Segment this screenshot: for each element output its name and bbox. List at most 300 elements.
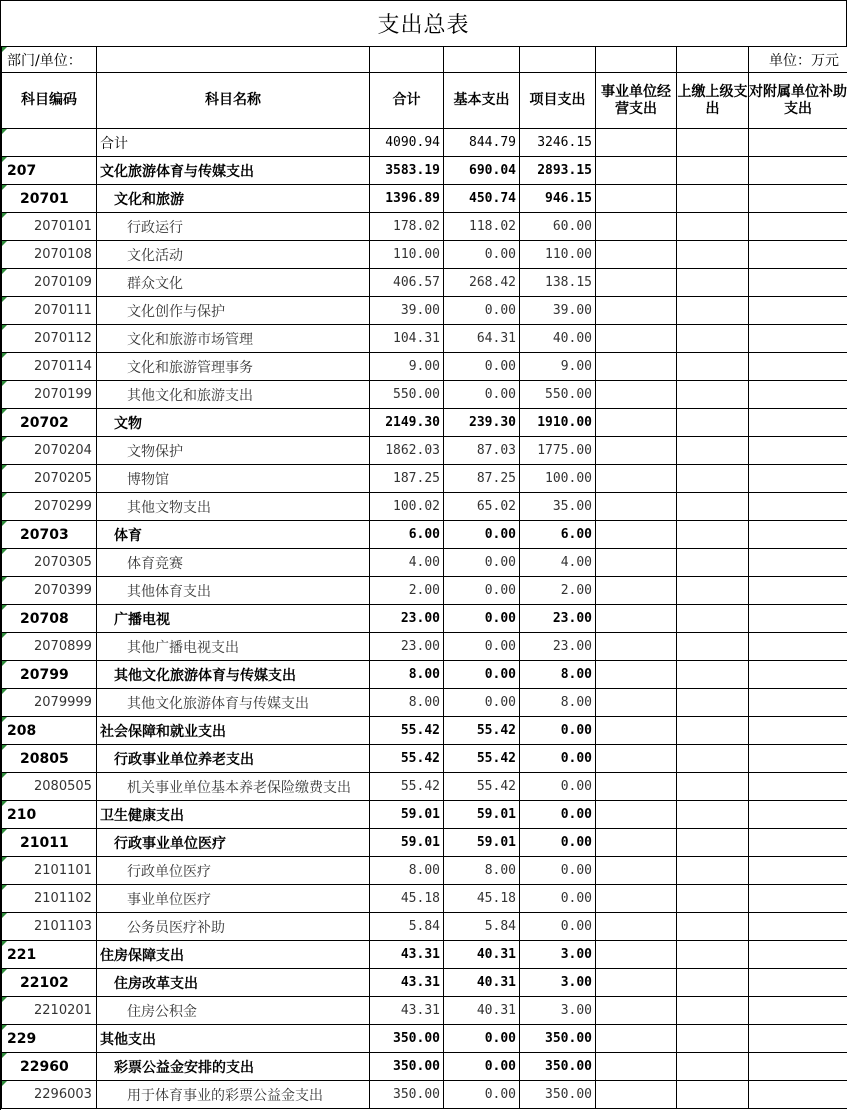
business-cell[interactable] — [596, 717, 677, 745]
business-cell[interactable] — [596, 241, 677, 269]
total-cell[interactable]: 3583.19 — [370, 157, 444, 185]
upper-cell[interactable] — [677, 185, 749, 213]
name-cell[interactable]: 住房保障支出 — [97, 941, 370, 969]
subsidy-cell[interactable] — [749, 773, 847, 801]
business-cell[interactable] — [596, 577, 677, 605]
code-cell[interactable]: 20703 — [2, 521, 97, 549]
name-cell[interactable]: 行政事业单位养老支出 — [97, 745, 370, 773]
basic-cell[interactable]: 690.04 — [444, 157, 520, 185]
upper-cell[interactable] — [677, 325, 749, 353]
project-cell[interactable]: 2893.15 — [520, 157, 596, 185]
business-cell[interactable] — [596, 941, 677, 969]
basic-cell[interactable]: 64.31 — [444, 325, 520, 353]
upper-cell[interactable] — [677, 157, 749, 185]
meta-cell[interactable] — [520, 47, 596, 73]
upper-cell[interactable] — [677, 745, 749, 773]
name-cell[interactable]: 群众文化 — [97, 269, 370, 297]
basic-cell[interactable]: 55.42 — [444, 745, 520, 773]
total-cell[interactable]: 55.42 — [370, 745, 444, 773]
table-row — [2, 689, 847, 717]
code-cell[interactable]: 2079999 — [2, 689, 97, 717]
code-cell[interactable]: 2070399 — [2, 577, 97, 605]
total-cell[interactable]: 178.02 — [370, 213, 444, 241]
code-cell[interactable]: 2070112 — [2, 325, 97, 353]
business-cell[interactable] — [596, 185, 677, 213]
code-cell[interactable]: 2101101 — [2, 857, 97, 885]
total-cell[interactable]: 110.00 — [370, 241, 444, 269]
upper-cell[interactable] — [677, 493, 749, 521]
name-cell[interactable]: 卫生健康支出 — [97, 801, 370, 829]
basic-cell[interactable]: 59.01 — [444, 829, 520, 857]
basic-cell[interactable]: 0.00 — [444, 549, 520, 577]
project-cell[interactable]: 23.00 — [520, 605, 596, 633]
code-cell[interactable]: 20701 — [2, 185, 97, 213]
subsidy-cell[interactable] — [749, 1053, 847, 1081]
upper-cell[interactable] — [677, 465, 749, 493]
basic-cell[interactable]: 0.00 — [444, 577, 520, 605]
name-cell[interactable]: 住房公积金 — [97, 997, 370, 1025]
business-cell[interactable] — [596, 605, 677, 633]
project-cell[interactable]: 4.00 — [520, 549, 596, 577]
business-cell[interactable] — [596, 521, 677, 549]
upper-cell[interactable] — [677, 773, 749, 801]
code-cell[interactable]: 2070109 — [2, 269, 97, 297]
basic-cell[interactable]: 59.01 — [444, 801, 520, 829]
basic-cell[interactable]: 40.31 — [444, 941, 520, 969]
basic-cell[interactable]: 0.00 — [444, 1025, 520, 1053]
upper-cell[interactable] — [677, 605, 749, 633]
business-cell[interactable] — [596, 1053, 677, 1081]
project-cell[interactable]: 35.00 — [520, 493, 596, 521]
name-cell[interactable]: 其他体育支出 — [97, 577, 370, 605]
upper-cell[interactable] — [677, 913, 749, 941]
total-cell[interactable]: 23.00 — [370, 633, 444, 661]
table-row — [2, 885, 847, 913]
basic-cell[interactable]: 239.30 — [444, 409, 520, 437]
meta-cell[interactable] — [596, 47, 677, 73]
total-cell[interactable]: 1396.89 — [370, 185, 444, 213]
project-cell[interactable]: 0.00 — [520, 745, 596, 773]
code-cell[interactable]: 22102 — [2, 969, 97, 997]
code-cell[interactable]: 229 — [2, 1025, 97, 1053]
name-cell[interactable]: 行政单位医疗 — [97, 857, 370, 885]
total-cell[interactable]: 350.00 — [370, 1081, 444, 1109]
total-cell[interactable]: 2.00 — [370, 577, 444, 605]
total-cell[interactable]: 55.42 — [370, 773, 444, 801]
project-cell[interactable]: 350.00 — [520, 1053, 596, 1081]
meta-cell[interactable] — [370, 47, 444, 73]
basic-cell[interactable]: 0.00 — [444, 689, 520, 717]
upper-cell[interactable] — [677, 521, 749, 549]
meta-row — [2, 47, 847, 73]
code-cell[interactable]: 22960 — [2, 1053, 97, 1081]
subsidy-cell[interactable] — [749, 325, 847, 353]
upper-cell[interactable] — [677, 1025, 749, 1053]
business-cell[interactable] — [596, 1081, 677, 1109]
name-cell[interactable]: 文化和旅游 — [97, 185, 370, 213]
name-cell[interactable]: 文化活动 — [97, 241, 370, 269]
code-cell[interactable]: 2070108 — [2, 241, 97, 269]
total-cell[interactable]: 8.00 — [370, 661, 444, 689]
name-cell[interactable]: 其他文化和旅游支出 — [97, 381, 370, 409]
subsidy-cell[interactable] — [749, 269, 847, 297]
table-row — [2, 325, 847, 353]
name-cell[interactable]: 公务员医疗补助 — [97, 913, 370, 941]
subsidy-cell[interactable] — [749, 577, 847, 605]
subsidy-cell[interactable] — [749, 129, 847, 157]
name-cell[interactable]: 文化旅游体育与传媒支出 — [97, 157, 370, 185]
code-cell[interactable]: 207 — [2, 157, 97, 185]
total-cell[interactable]: 45.18 — [370, 885, 444, 913]
business-cell[interactable] — [596, 997, 677, 1025]
code-cell[interactable]: 2070899 — [2, 633, 97, 661]
name-cell[interactable]: 行政运行 — [97, 213, 370, 241]
business-cell[interactable] — [596, 437, 677, 465]
name-cell[interactable]: 机关事业单位基本养老保险缴费支出 — [97, 773, 370, 801]
name-cell[interactable]: 文化和旅游管理事务 — [97, 353, 370, 381]
total-cell[interactable]: 59.01 — [370, 801, 444, 829]
code-cell[interactable]: 2101102 — [2, 885, 97, 913]
basic-cell[interactable]: 118.02 — [444, 213, 520, 241]
project-cell[interactable]: 1910.00 — [520, 409, 596, 437]
code-cell[interactable]: 20708 — [2, 605, 97, 633]
total-cell[interactable]: 23.00 — [370, 605, 444, 633]
basic-cell[interactable]: 0.00 — [444, 297, 520, 325]
expenditure-table — [1, 46, 847, 1109]
name-cell[interactable]: 文物 — [97, 409, 370, 437]
project-cell[interactable]: 39.00 — [520, 297, 596, 325]
subsidy-cell[interactable] — [749, 969, 847, 997]
basic-cell[interactable]: 0.00 — [444, 241, 520, 269]
code-cell[interactable]: 2210201 — [2, 997, 97, 1025]
code-cell[interactable]: 2070205 — [2, 465, 97, 493]
project-cell[interactable]: 350.00 — [520, 1081, 596, 1109]
upper-cell[interactable] — [677, 801, 749, 829]
code-cell[interactable]: 2296003 — [2, 1081, 97, 1109]
business-cell[interactable] — [596, 801, 677, 829]
basic-cell[interactable]: 40.31 — [444, 969, 520, 997]
upper-cell[interactable] — [677, 353, 749, 381]
name-cell[interactable]: 其他文化旅游体育与传媒支出 — [97, 661, 370, 689]
total-cell[interactable]: 350.00 — [370, 1025, 444, 1053]
upper-cell[interactable] — [677, 689, 749, 717]
code-cell[interactable]: 2070101 — [2, 213, 97, 241]
project-cell[interactable]: 350.00 — [520, 1025, 596, 1053]
basic-cell[interactable]: 8.00 — [444, 857, 520, 885]
total-cell[interactable]: 350.00 — [370, 1053, 444, 1081]
upper-cell[interactable] — [677, 885, 749, 913]
subsidy-cell[interactable] — [749, 689, 847, 717]
header-project: 项目支出 — [520, 73, 596, 129]
dept-value-cell[interactable] — [97, 47, 370, 73]
subsidy-cell[interactable] — [749, 409, 847, 437]
basic-cell[interactable]: 45.18 — [444, 885, 520, 913]
total-cell[interactable]: 39.00 — [370, 297, 444, 325]
project-cell[interactable]: 3246.15 — [520, 129, 596, 157]
meta-cell[interactable] — [677, 47, 749, 73]
business-cell[interactable] — [596, 409, 677, 437]
subsidy-cell[interactable] — [749, 465, 847, 493]
subsidy-cell[interactable] — [749, 801, 847, 829]
total-cell[interactable]: 2149.30 — [370, 409, 444, 437]
upper-cell[interactable] — [677, 381, 749, 409]
subsidy-cell[interactable] — [749, 381, 847, 409]
name-cell[interactable]: 彩票公益金安排的支出 — [97, 1053, 370, 1081]
name-cell[interactable]: 住房改革支出 — [97, 969, 370, 997]
subsidy-cell[interactable] — [749, 717, 847, 745]
upper-cell[interactable] — [677, 717, 749, 745]
project-cell[interactable]: 0.00 — [520, 829, 596, 857]
upper-cell[interactable] — [677, 829, 749, 857]
subsidy-cell[interactable] — [749, 213, 847, 241]
total-cell[interactable]: 8.00 — [370, 857, 444, 885]
total-cell[interactable]: 8.00 — [370, 689, 444, 717]
total-cell[interactable]: 43.31 — [370, 969, 444, 997]
name-cell[interactable]: 合计 — [97, 129, 370, 157]
basic-cell[interactable]: 844.79 — [444, 129, 520, 157]
project-cell[interactable]: 0.00 — [520, 801, 596, 829]
subsidy-cell[interactable] — [749, 605, 847, 633]
table-row — [2, 1081, 847, 1109]
basic-cell[interactable]: 268.42 — [444, 269, 520, 297]
name-cell[interactable]: 行政事业单位医疗 — [97, 829, 370, 857]
upper-cell[interactable] — [677, 857, 749, 885]
subsidy-cell[interactable] — [749, 661, 847, 689]
basic-cell[interactable]: 0.00 — [444, 633, 520, 661]
subsidy-cell[interactable] — [749, 913, 847, 941]
total-cell[interactable]: 4090.94 — [370, 129, 444, 157]
header-row — [2, 73, 847, 129]
business-cell[interactable] — [596, 661, 677, 689]
business-cell[interactable] — [596, 1025, 677, 1053]
subsidy-cell[interactable] — [749, 997, 847, 1025]
business-cell[interactable] — [596, 549, 677, 577]
business-cell[interactable] — [596, 773, 677, 801]
basic-cell[interactable]: 65.02 — [444, 493, 520, 521]
subsidy-cell[interactable] — [749, 941, 847, 969]
name-cell[interactable]: 广播电视 — [97, 605, 370, 633]
total-cell[interactable]: 6.00 — [370, 521, 444, 549]
business-cell[interactable] — [596, 633, 677, 661]
subsidy-cell[interactable] — [749, 297, 847, 325]
project-cell[interactable]: 110.00 — [520, 241, 596, 269]
business-cell[interactable] — [596, 353, 677, 381]
project-cell[interactable]: 0.00 — [520, 773, 596, 801]
total-cell[interactable]: 406.57 — [370, 269, 444, 297]
basic-cell[interactable]: 55.42 — [444, 717, 520, 745]
table-row — [2, 605, 847, 633]
code-cell[interactable]: 20702 — [2, 409, 97, 437]
basic-cell[interactable]: 87.03 — [444, 437, 520, 465]
project-cell[interactable]: 946.15 — [520, 185, 596, 213]
subsidy-cell[interactable] — [749, 633, 847, 661]
upper-cell[interactable] — [677, 997, 749, 1025]
total-cell[interactable]: 187.25 — [370, 465, 444, 493]
project-cell[interactable]: 9.00 — [520, 353, 596, 381]
business-cell[interactable] — [596, 157, 677, 185]
code-cell[interactable]: 2080505 — [2, 773, 97, 801]
business-cell[interactable] — [596, 913, 677, 941]
business-cell[interactable] — [596, 269, 677, 297]
basic-cell[interactable]: 87.25 — [444, 465, 520, 493]
name-cell[interactable]: 文化创作与保护 — [97, 297, 370, 325]
upper-cell[interactable] — [677, 549, 749, 577]
total-cell[interactable]: 100.02 — [370, 493, 444, 521]
subsidy-cell[interactable] — [749, 353, 847, 381]
subsidy-cell[interactable] — [749, 1025, 847, 1053]
project-cell[interactable]: 550.00 — [520, 381, 596, 409]
basic-cell[interactable]: 40.31 — [444, 997, 520, 1025]
basic-cell[interactable]: 0.00 — [444, 521, 520, 549]
name-cell[interactable]: 事业单位医疗 — [97, 885, 370, 913]
table-row — [2, 801, 847, 829]
upper-cell[interactable] — [677, 577, 749, 605]
upper-cell[interactable] — [677, 969, 749, 997]
project-cell[interactable]: 0.00 — [520, 717, 596, 745]
name-cell[interactable]: 体育竞赛 — [97, 549, 370, 577]
project-cell[interactable]: 6.00 — [520, 521, 596, 549]
basic-cell[interactable]: 5.84 — [444, 913, 520, 941]
basic-cell[interactable]: 0.00 — [444, 381, 520, 409]
code-cell[interactable]: 2070204 — [2, 437, 97, 465]
business-cell[interactable] — [596, 381, 677, 409]
meta-cell[interactable] — [444, 47, 520, 73]
project-cell[interactable]: 3.00 — [520, 969, 596, 997]
upper-cell[interactable] — [677, 941, 749, 969]
subsidy-cell[interactable] — [749, 885, 847, 913]
upper-cell[interactable] — [677, 297, 749, 325]
upper-cell[interactable] — [677, 213, 749, 241]
code-cell[interactable]: 2070299 — [2, 493, 97, 521]
total-cell[interactable]: 104.31 — [370, 325, 444, 353]
business-cell[interactable] — [596, 745, 677, 773]
name-cell[interactable]: 其他支出 — [97, 1025, 370, 1053]
code-cell[interactable]: 20805 — [2, 745, 97, 773]
code-cell[interactable]: 210 — [2, 801, 97, 829]
project-cell[interactable]: 138.15 — [520, 269, 596, 297]
business-cell[interactable] — [596, 689, 677, 717]
basic-cell[interactable]: 55.42 — [444, 773, 520, 801]
project-cell[interactable]: 0.00 — [520, 857, 596, 885]
total-cell[interactable]: 550.00 — [370, 381, 444, 409]
total-cell[interactable]: 55.42 — [370, 717, 444, 745]
name-cell[interactable]: 其他广播电视支出 — [97, 633, 370, 661]
upper-cell[interactable] — [677, 1053, 749, 1081]
subsidy-cell[interactable] — [749, 829, 847, 857]
upper-cell[interactable] — [677, 661, 749, 689]
subsidy-cell[interactable] — [749, 185, 847, 213]
business-cell[interactable] — [596, 465, 677, 493]
business-cell[interactable] — [596, 325, 677, 353]
name-cell[interactable]: 其他文物支出 — [97, 493, 370, 521]
basic-cell[interactable]: 450.74 — [444, 185, 520, 213]
name-cell[interactable]: 文物保护 — [97, 437, 370, 465]
subsidy-cell[interactable] — [749, 437, 847, 465]
name-cell[interactable]: 社会保障和就业支出 — [97, 717, 370, 745]
table-row — [2, 745, 847, 773]
upper-cell[interactable] — [677, 1081, 749, 1109]
subsidy-cell[interactable] — [749, 857, 847, 885]
code-cell[interactable]: 2070114 — [2, 353, 97, 381]
basic-cell[interactable]: 0.00 — [444, 1053, 520, 1081]
basic-cell[interactable]: 0.00 — [444, 353, 520, 381]
code-cell[interactable]: 2070199 — [2, 381, 97, 409]
business-cell[interactable] — [596, 885, 677, 913]
business-cell[interactable] — [596, 857, 677, 885]
total-cell[interactable]: 9.00 — [370, 353, 444, 381]
basic-cell[interactable]: 0.00 — [444, 605, 520, 633]
business-cell[interactable] — [596, 129, 677, 157]
total-cell[interactable]: 43.31 — [370, 997, 444, 1025]
name-cell[interactable]: 用于体育事业的彩票公益金支出 — [97, 1081, 370, 1109]
subsidy-cell[interactable] — [749, 745, 847, 773]
code-cell[interactable]: 20799 — [2, 661, 97, 689]
business-cell[interactable] — [596, 493, 677, 521]
subsidy-cell[interactable] — [749, 549, 847, 577]
basic-cell[interactable]: 0.00 — [444, 661, 520, 689]
code-cell[interactable]: 2070305 — [2, 549, 97, 577]
header-name: 科目名称 — [97, 73, 370, 129]
subsidy-cell[interactable] — [749, 241, 847, 269]
business-cell[interactable] — [596, 969, 677, 997]
project-cell[interactable]: 3.00 — [520, 997, 596, 1025]
project-cell[interactable]: 3.00 — [520, 941, 596, 969]
project-cell[interactable]: 60.00 — [520, 213, 596, 241]
subsidy-cell[interactable] — [749, 493, 847, 521]
total-cell[interactable]: 1862.03 — [370, 437, 444, 465]
project-cell[interactable]: 100.00 — [520, 465, 596, 493]
code-cell[interactable] — [2, 129, 97, 157]
subsidy-cell[interactable] — [749, 157, 847, 185]
upper-cell[interactable] — [677, 129, 749, 157]
business-cell[interactable] — [596, 213, 677, 241]
total-cell[interactable]: 43.31 — [370, 941, 444, 969]
project-cell[interactable]: 0.00 — [520, 885, 596, 913]
project-cell[interactable]: 8.00 — [520, 661, 596, 689]
table-row — [2, 157, 847, 185]
name-cell[interactable]: 博物馆 — [97, 465, 370, 493]
code-cell[interactable]: 21011 — [2, 829, 97, 857]
upper-cell[interactable] — [677, 437, 749, 465]
code-cell[interactable]: 2070111 — [2, 297, 97, 325]
subsidy-cell[interactable] — [749, 1081, 847, 1109]
total-cell[interactable]: 59.01 — [370, 829, 444, 857]
business-cell[interactable] — [596, 297, 677, 325]
table-row — [2, 913, 847, 941]
project-cell[interactable]: 40.00 — [520, 325, 596, 353]
upper-cell[interactable] — [677, 409, 749, 437]
upper-cell[interactable] — [677, 633, 749, 661]
project-cell[interactable]: 23.00 — [520, 633, 596, 661]
code-cell[interactable]: 208 — [2, 717, 97, 745]
total-cell[interactable]: 4.00 — [370, 549, 444, 577]
subsidy-cell[interactable] — [749, 521, 847, 549]
project-cell[interactable]: 1775.00 — [520, 437, 596, 465]
name-cell[interactable]: 体育 — [97, 521, 370, 549]
total-cell[interactable]: 5.84 — [370, 913, 444, 941]
basic-cell[interactable]: 0.00 — [444, 1081, 520, 1109]
name-cell[interactable]: 其他文化旅游体育与传媒支出 — [97, 689, 370, 717]
project-cell[interactable]: 8.00 — [520, 689, 596, 717]
project-cell[interactable]: 0.00 — [520, 913, 596, 941]
upper-cell[interactable] — [677, 269, 749, 297]
project-cell[interactable]: 2.00 — [520, 577, 596, 605]
code-cell[interactable]: 221 — [2, 941, 97, 969]
name-cell[interactable]: 文化和旅游市场管理 — [97, 325, 370, 353]
code-cell[interactable]: 2101103 — [2, 913, 97, 941]
business-cell[interactable] — [596, 829, 677, 857]
upper-cell[interactable] — [677, 241, 749, 269]
